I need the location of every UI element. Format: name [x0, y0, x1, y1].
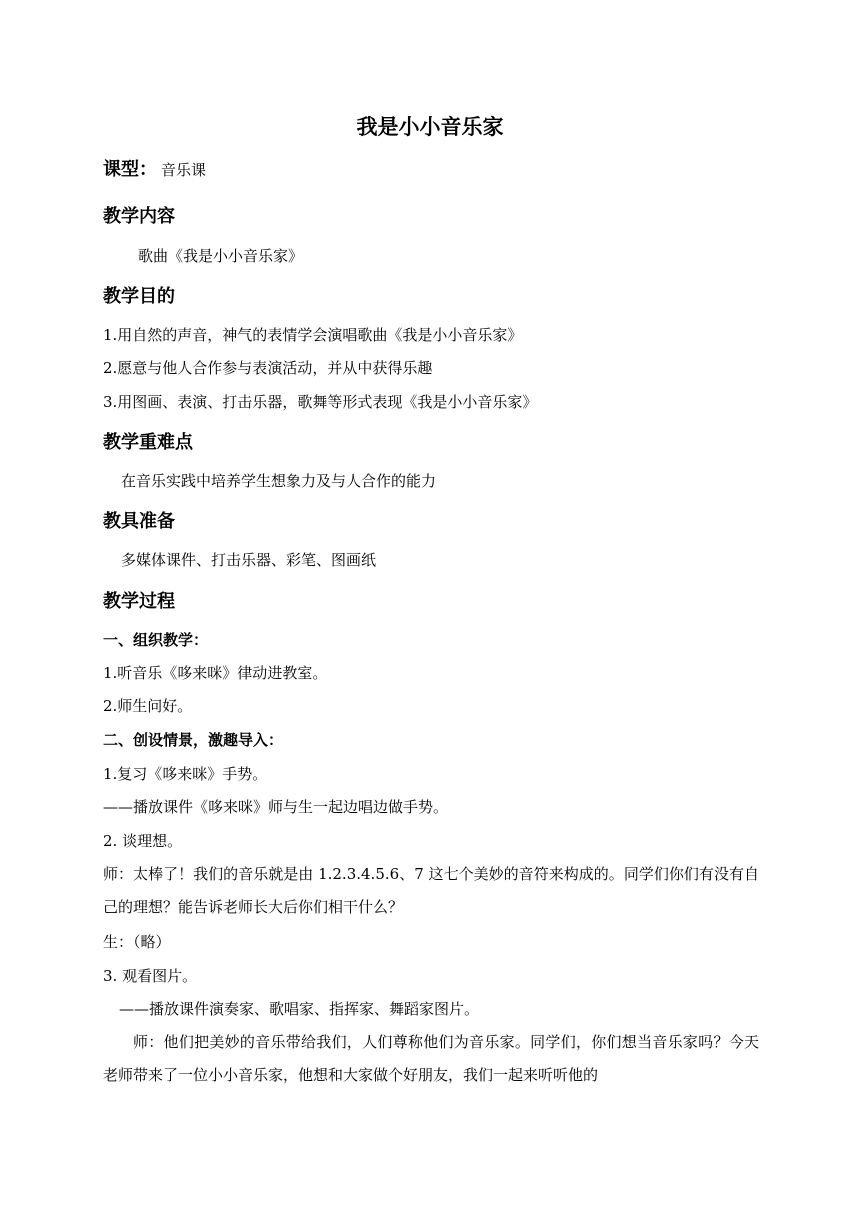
key-points-text: 在音乐实践中培养学生想象力及与人合作的能力 [121, 472, 437, 490]
process-item: 3. 观看图片。 [103, 967, 198, 985]
goal-item: 3.用图画、表演、打击乐器，歌舞等形式表现《我是小小音乐家》 [103, 393, 538, 411]
process-item: 1.听音乐《哆来咪》律动进教室。 [103, 664, 328, 682]
process-item: 2.师生问好。 [103, 697, 193, 715]
section-heading-process: 教学过程 [103, 591, 175, 612]
process-item: ——播放课件《哆来咪》师与生一起边唱边做手势。 [103, 798, 449, 816]
course-type-value: 音乐课 [161, 161, 207, 179]
teacher-paragraph: 师：他们把美妙的音乐带给我们，人们尊称他们为音乐家。同学们，你们想当音乐家吗？今天老师带来了一位小小音乐家，他想和大家做个好朋友，我们一起来听听他的 [103, 1033, 759, 1084]
section-heading-content: 教学内容 [103, 206, 175, 227]
document-title: 我是小小音乐家 [356, 115, 504, 139]
process-item: 1.复习《哆来咪》手势。 [103, 765, 268, 783]
section-heading-materials: 教具准备 [103, 511, 175, 532]
process-step-heading: 二、创设情景，激趣导入： [103, 731, 284, 749]
process-item: ——播放课件演奏家、歌唱家、指挥家、舞蹈家图片。 [119, 1000, 480, 1018]
student-reply: 生：（略） [103, 933, 171, 951]
process-step-heading: 一、组织教学： [103, 631, 209, 649]
section-heading-key-points: 教学重难点 [103, 432, 193, 453]
teacher-paragraph: 师：太棒了！我们的音乐就是由 1.2.3.4.5.6、7 这七个美妙的音符来构成的。同学们你们有没有自己的理想？能告诉老师长大后你们相干什么？ [103, 865, 759, 916]
goal-item: 1.用自然的声音，神气的表情学会演唱歌曲《我是小小音乐家》 [103, 326, 523, 344]
content-text: 歌曲《我是小小音乐家》 [138, 247, 304, 265]
materials-text: 多媒体课件、打击乐器、彩笔、图画纸 [121, 551, 377, 569]
course-type-line [103, 160, 206, 180]
process-item: 2. 谈理想。 [103, 832, 183, 850]
goal-item: 2.愿意与他人合作参与表演活动，并从中获得乐趣 [103, 359, 433, 377]
section-heading-goals: 教学目的 [103, 286, 175, 307]
course-type-label: 课型： [103, 159, 157, 180]
